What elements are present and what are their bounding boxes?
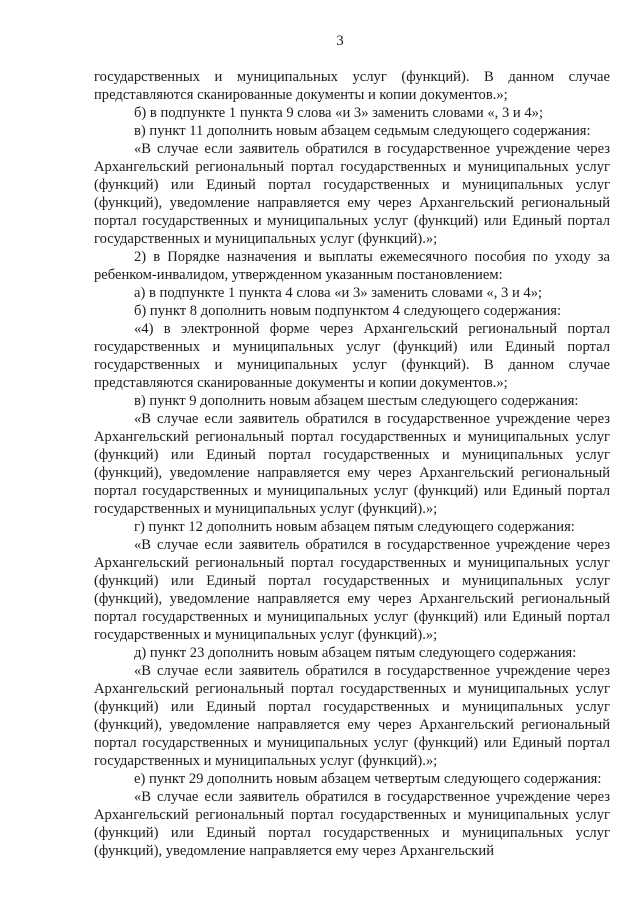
paragraph-item-b: б) пункт 8 дополнить новым подпунктом 4 следующего содержания:: [134, 303, 562, 319]
paragraph-item-e: е) пункт 29 дополнить новым абзацем четвертым следующего содержания:: [134, 771, 602, 787]
paragraph-item-g: г) пункт 12 дополнить новым абзацем пятым следующего содержания:: [134, 519, 575, 535]
paragraph-quote: «В случае если заявитель обратился в государственное учреждение через Архангельский региональный портал государственных и муниципальных услуг (функций) или Единый портал государственных и муниципальных услуг (функций), уведомление направляется ему через Архангельский региональный портал государственных и муниципальных услуг (функций) или Единый портал государственных и муниципальных услуг (функций).»;: [94, 411, 610, 517]
paragraph-item-v: в) пункт 9 дополнить новым абзацем шестым следующего содержания:: [134, 393, 579, 409]
paragraph-item-2: 2) в Порядке назначения и выплаты ежемесячного пособия по уходу за ребенком-инвалидом, утвержденном указанным постановлением:: [94, 249, 610, 283]
paragraph-item-b: б) в подпункте 1 пункта 9 слова «и 3» заменить словами «, 3 и 4»;: [134, 105, 543, 121]
page-number: 3: [336, 33, 344, 49]
paragraph-quote: «В случае если заявитель обратился в государственное учреждение через Архангельский региональный портал государственных и муниципальных услуг (функций) или Единый портал государственных и муниципальных услуг (функций), уведомление направляется ему через Архангельский региональный портал государственных и муниципальных услуг (функций) или Единый портал государственных и муниципальных услуг (функций).»;: [94, 663, 610, 769]
paragraph-continuation: государственных и муниципальных услуг (функций). В данном случае представляются сканированные документы и копии документов.»;: [94, 69, 610, 103]
paragraph-quote: «В случае если заявитель обратился в государственное учреждение через Архангельский региональный портал государственных и муниципальных услуг (функций) или Единый портал государственных и муниципальных услуг (функций), уведомление направляется ему через Архангельский региональный портал государственных и муниципальных услуг (функций) или Единый портал государственных и муниципальных услуг (функций).»;: [94, 537, 610, 643]
paragraph-item-a: а) в подпункте 1 пункта 4 слова «и 3» заменить словами «, 3 и 4»;: [134, 285, 543, 301]
paragraph-item-v: в) пункт 11 дополнить новым абзацем седьмым следующего содержания:: [134, 123, 591, 139]
paragraph-quote: «В случае если заявитель обратился в государственное учреждение через Архангельский региональный портал государственных и муниципальных услуг (функций) или Единый портал государственных и муниципальных услуг (функций), уведомление направляется ему через Архангельский: [94, 789, 610, 859]
paragraph-quote: «4) в электронной форме через Архангельский региональный портал государственных и муниципальных услуг (функций) или Единый портал государственных и муниципальных услуг (функций). В данном случае представляются сканированные документы и копии документов.»;: [94, 321, 610, 391]
paragraph-quote: «В случае если заявитель обратился в государственное учреждение через Архангельский региональный портал государственных и муниципальных услуг (функций) или Единый портал государственных и муниципальных услуг (функций), уведомление направляется ему через Архангельский региональный портал государственных и муниципальных услуг (функций) или Единый портал государственных и муниципальных услуг (функций).»;: [94, 141, 610, 247]
paragraph-item-d: д) пункт 23 дополнить новым абзацем пятым следующего содержания:: [134, 645, 577, 661]
